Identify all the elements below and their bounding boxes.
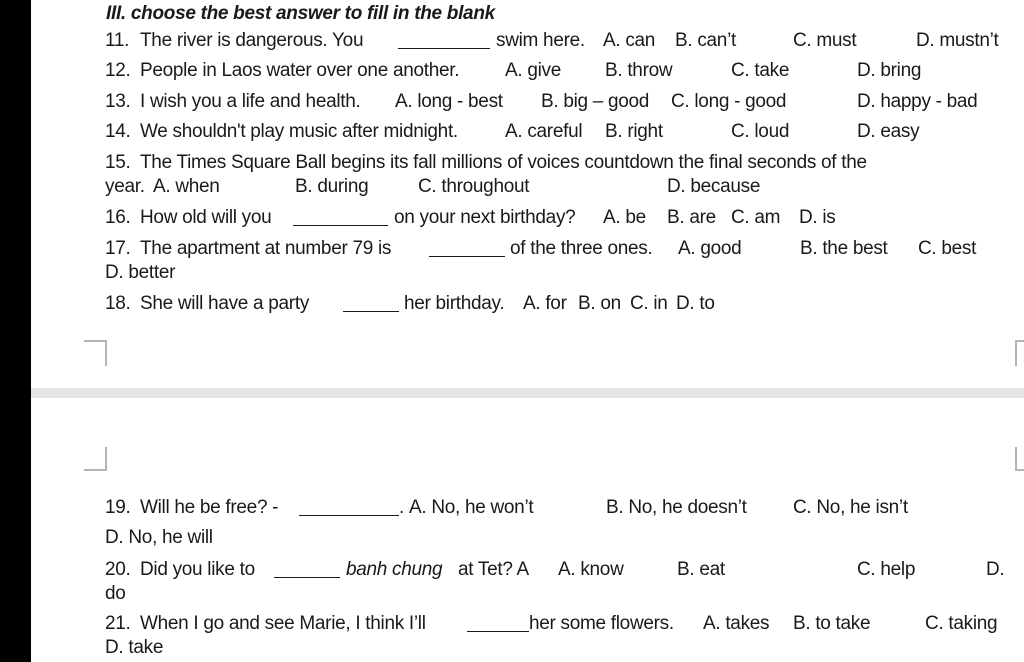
page-break bbox=[31, 388, 1024, 398]
option-b: B. on bbox=[578, 293, 621, 314]
option-c: C. am bbox=[731, 207, 781, 228]
option-a: A. know bbox=[558, 559, 624, 580]
margin-corner-mark bbox=[1015, 447, 1024, 471]
answer-blank[interactable] bbox=[343, 311, 399, 312]
question-number: 20. bbox=[105, 559, 131, 580]
question-stem: How old will you bbox=[140, 207, 272, 228]
question-stem-end: . bbox=[399, 497, 404, 518]
question-stem: The river is dangerous. You bbox=[140, 30, 364, 51]
option-d: D. because bbox=[667, 176, 761, 197]
question-stem: We shouldn't play music after midnight. bbox=[140, 121, 458, 142]
margin-corner-mark bbox=[84, 447, 107, 471]
answer-blank[interactable] bbox=[429, 256, 505, 257]
option-b: B. the best bbox=[800, 238, 888, 259]
option-a: A. No, he won’t bbox=[409, 497, 534, 518]
answer-blank[interactable] bbox=[293, 225, 388, 226]
option-c: C. taking bbox=[925, 613, 998, 634]
question-stem-end: her some flowers. bbox=[529, 613, 674, 634]
question-number: 16. bbox=[105, 207, 131, 228]
question-stem-end: at Tet? A bbox=[458, 559, 529, 580]
option-a: A. good bbox=[678, 238, 742, 259]
option-d: D. take bbox=[105, 637, 164, 658]
option-d-text: do bbox=[105, 583, 126, 604]
option-b: B. No, he doesn’t bbox=[606, 497, 747, 518]
option-d: D. is bbox=[799, 207, 836, 228]
question-stem: I wish you a life and health. bbox=[140, 91, 361, 112]
option-b: B. big – good bbox=[541, 91, 650, 112]
answer-blank[interactable] bbox=[299, 515, 399, 516]
option-d: D. better bbox=[105, 262, 176, 283]
option-c: C. take bbox=[731, 60, 790, 81]
question-stem-end: swim here. bbox=[496, 30, 585, 51]
question-number: 21. bbox=[105, 613, 131, 634]
option-b: B. eat bbox=[677, 559, 725, 580]
question-number: 11. bbox=[105, 30, 130, 51]
question-stem-end: of the three ones. bbox=[510, 238, 653, 259]
question-number: 14. bbox=[105, 121, 131, 142]
option-c: C. No, he isn’t bbox=[793, 497, 908, 518]
question-stem-end: year. bbox=[105, 176, 145, 197]
question-stem: She will have a party bbox=[140, 293, 310, 314]
option-c: C. best bbox=[918, 238, 977, 259]
option-d-letter: D. bbox=[986, 559, 1005, 580]
option-c: C. help bbox=[857, 559, 916, 580]
option-a: A. when bbox=[153, 176, 220, 197]
question-number: 19. bbox=[105, 497, 131, 518]
question-stem-end: on your next birthday? bbox=[394, 207, 576, 228]
option-d: D. bring bbox=[857, 60, 922, 81]
option-d: D. happy - bad bbox=[857, 91, 978, 112]
option-a: A. careful bbox=[505, 121, 583, 142]
option-b: B. right bbox=[605, 121, 663, 142]
question-number: 12. bbox=[105, 60, 131, 81]
question-number: 18. bbox=[105, 293, 131, 314]
question-stem: Did you like to bbox=[140, 559, 255, 580]
option-a: A. long - best bbox=[395, 91, 503, 112]
option-d: D. to bbox=[676, 293, 715, 314]
option-c: C. in bbox=[630, 293, 668, 314]
option-a: A. takes bbox=[703, 613, 770, 634]
question-number: 15. bbox=[105, 152, 131, 173]
option-d: D. easy bbox=[857, 121, 920, 142]
option-b: B. throw bbox=[605, 60, 673, 81]
option-b: B. can’t bbox=[675, 30, 736, 51]
option-c: C. must bbox=[793, 30, 857, 51]
margin-corner-mark bbox=[1015, 340, 1024, 366]
question-stem: Will he be free? - bbox=[140, 497, 279, 518]
option-b: B. to take bbox=[793, 613, 871, 634]
question-stem: The Times Square Ball begins its fall millions of voices countdown the final seconds of the bbox=[140, 152, 867, 173]
option-d: D. No, he will bbox=[105, 527, 213, 548]
question-stem-italic: banh chung bbox=[346, 559, 443, 580]
question-stem: When I go and see Marie, I think I’ll bbox=[140, 613, 426, 634]
margin-corner-mark bbox=[84, 340, 107, 366]
option-b: B. during bbox=[295, 176, 369, 197]
question-number: 13. bbox=[105, 91, 131, 112]
question-stem: People in Laos water over one another. bbox=[140, 60, 460, 81]
option-a: A. can bbox=[603, 30, 656, 51]
option-d: D. mustn’t bbox=[916, 30, 999, 51]
question-stem-end: her birthday. bbox=[404, 293, 505, 314]
option-a: A. be bbox=[603, 207, 646, 228]
option-a: A. give bbox=[505, 60, 561, 81]
question-number: 17. bbox=[105, 238, 131, 259]
answer-blank[interactable] bbox=[467, 631, 529, 632]
option-c: C. throughout bbox=[418, 176, 530, 197]
option-c: C. long - good bbox=[671, 91, 787, 112]
answer-blank[interactable] bbox=[274, 577, 340, 578]
option-b: B. are bbox=[667, 207, 716, 228]
option-a: A. for bbox=[523, 293, 567, 314]
document-page: III. choose the best answer to fill in the blank 11. The river is dangerous. You swim here. A. can B. can’t C. must D. mustn’t 12. People in Laos water over one another. A. give B. throw C. take D. bring 13. I wish you a life and health. A. long - best B. big – good C. long - good D. happy - bad 14. We shouldn't play music after midnight. A. careful B. right C. loud D. easy 15. The Times Square Ball begins its fall millions of voices countdown the final seconds of the year. A. when B. during C. throughout D. because 16. How old will you on your next birthday? A. be B. are C. am D. is 17. The apartment at number 79 is of the three ones. A. good B. the best C. best D. better 18. She will have a party her birthday. A. for B. on C. in D. to 19. Will he be free? - . A. No, he won’t B. No, he doesn’t C. No, he isn’t D. No, he will 20. Did you like to banh chung at Tet? A A. know B. eat C. help D. do 21. When I go and see Marie, I think I’ll her some flowers. A. takes B. to take C. taking D. take bbox=[31, 0, 1024, 662]
option-c: C. loud bbox=[731, 121, 790, 142]
answer-blank[interactable] bbox=[398, 48, 490, 49]
question-stem: The apartment at number 79 is bbox=[140, 238, 392, 259]
